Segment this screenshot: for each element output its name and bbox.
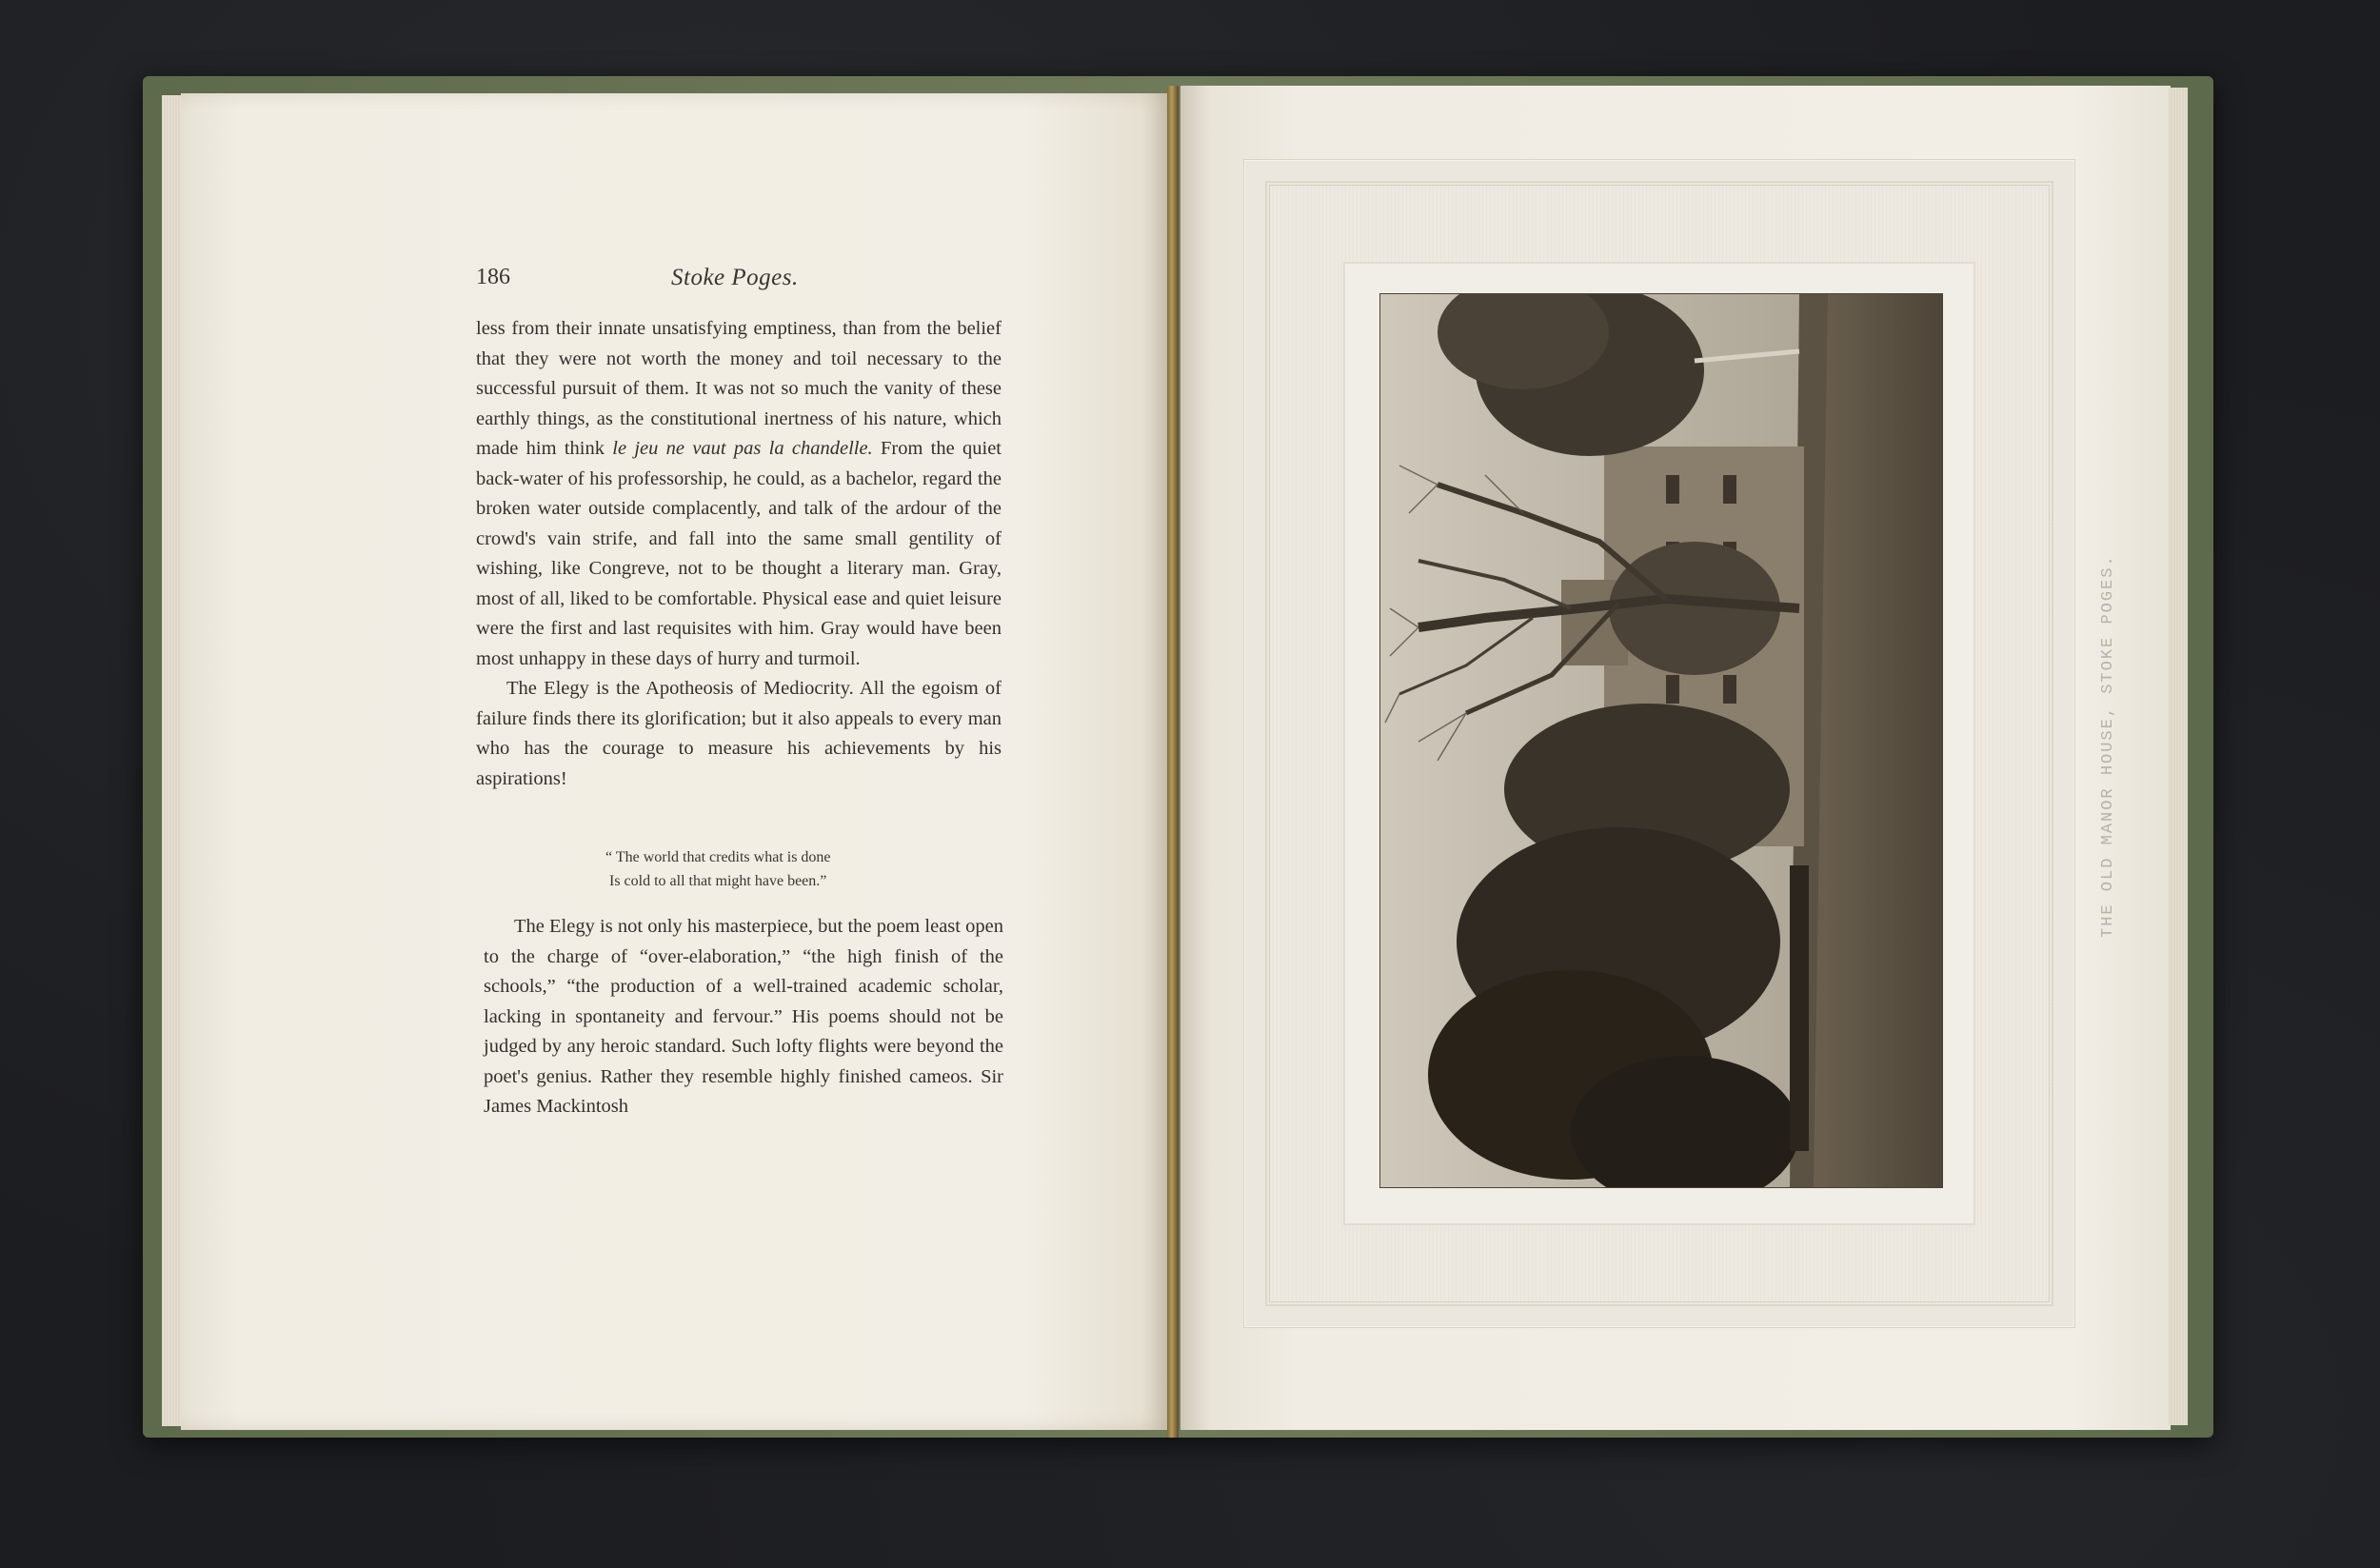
paragraph-1-end: From the quiet back-water of his professorship, he could, as a bachelor, regard the broken water outside complacently, and talk of the ardour of the crowd's vain strife, and fall into the same small gentility of wishing, like Congreve, not to be thought a literary man. Gray, most of all, liked to be comfortable. Physical ease and quiet leisure were the first and last requisites with him. Gray would have been most unhappy in these days of hurry and turmoil. (476, 438, 1002, 669)
text-block-bottom (484, 912, 1003, 1122)
left-page-edges (162, 95, 183, 1426)
verse-quote (605, 845, 929, 893)
paragraph-3: The Elegy is not only his masterpiece, but the poem least open to the charge of “over-elaboration,” “the high finish of the schools,” “the production of a well-trained academic scholar, lacking in spontaneity and fervour.” His poems should not be judged by any heroic standard. Such lofty flights were beyond the poet's genius. Rather they resemble highly finished cameos. Sir James Mackintosh (484, 916, 1003, 1117)
quote-line-1: “ The world that credits what is done (605, 849, 831, 865)
right-page-edges (2169, 88, 2188, 1425)
page-number: 186 (476, 265, 510, 289)
paragraph-1 (476, 314, 1002, 674)
photo-caption-text: THE OLD MANOR HOUSE, STOKE POGES. (2099, 554, 2117, 938)
running-head (476, 265, 1009, 299)
book-gutter (1167, 86, 1179, 1438)
paragraph-2: The Elegy is the Apotheosis of Mediocrity. All the egoism of failure finds there its glorification; but it also appeals to every man who has the courage to measure his achievements by his aspirations! (476, 678, 1002, 789)
photograph-image (1380, 294, 1942, 1187)
paragraph-1-start: less from their innate unsatisfying emptiness, than from the belief that they were not worth the money and toil necessary to the successful pursuit of them. It was not so much the vanity of these earthly things, as the constitutional inertness of his nature, which made him think (476, 318, 1002, 459)
quote-line-2: Is cold to all that might have been.” (609, 873, 827, 889)
manor-house-photograph (1380, 294, 1942, 1187)
text-block-top (476, 314, 1002, 794)
paragraph-1-italic: le jeu ne vaut pas la chandelle. (612, 438, 873, 459)
running-title: Stoke Poges. (671, 265, 799, 290)
